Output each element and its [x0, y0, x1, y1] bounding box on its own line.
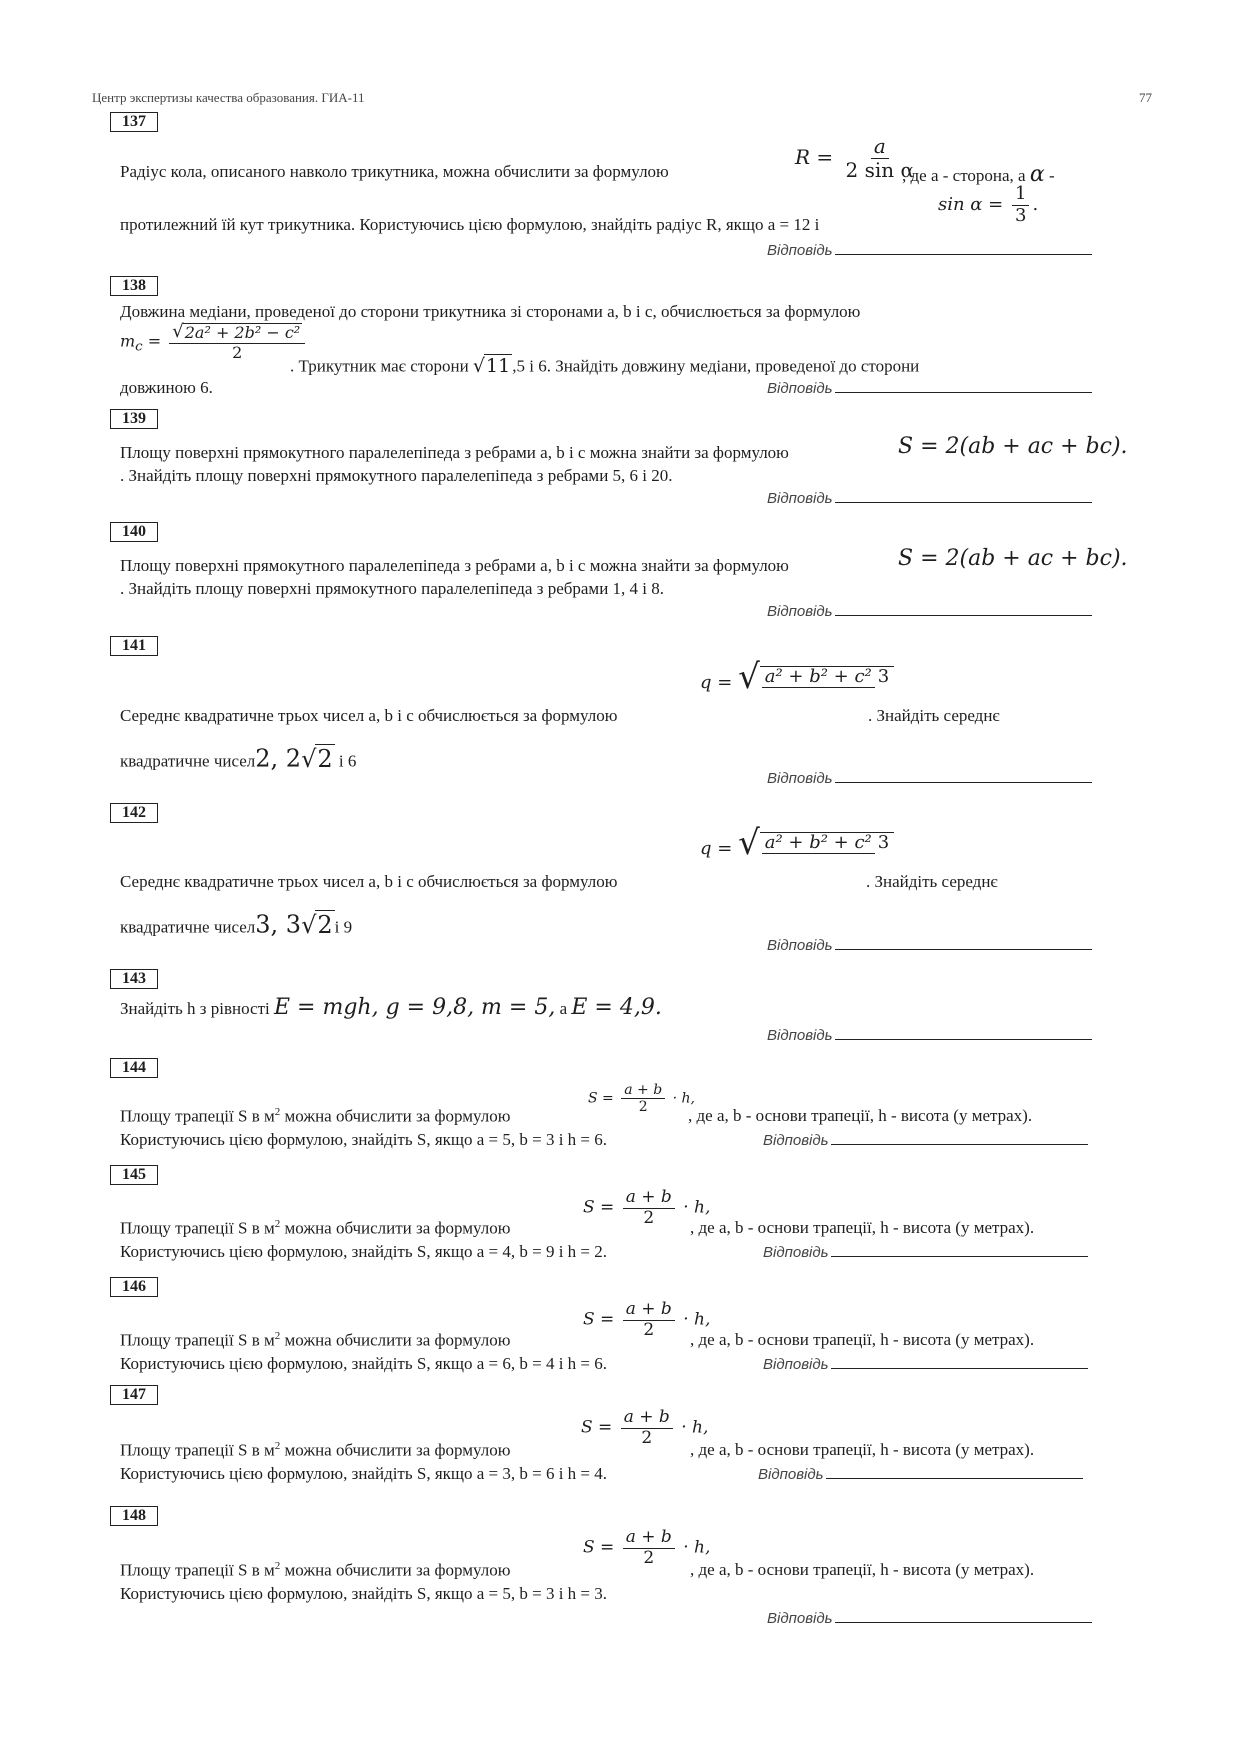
problem-146-text-1: Площу трапеції S в $м^2$ можна обчислити за формулою: [120, 1330, 511, 1350]
answer-field-138[interactable]: Відповідь: [767, 378, 1107, 398]
answer-field-139[interactable]: Відповідь: [767, 488, 1107, 508]
problem-145-text-1: Площу трапеції S в $м^2$ можна обчислити за формулою: [120, 1218, 511, 1238]
problem-146-text-1c: , де a, b - основи трапеції, h - висота (у метрах).: [690, 1330, 1035, 1349]
problem-137-sin-formula: sin α = $\frac{1}{3}$ .: [938, 183, 1039, 226]
problem-147-text-2: Користуючись цією формулою, знайдіть S, якщо a = 3, b = 6 і h = 4.: [120, 1464, 608, 1483]
problem-148-formula: S = $\frac{a + b}{2}$ · h,: [583, 1527, 711, 1568]
problem-143-text: Знайдіть h з рівності E = mgh, g = 9,8, m = 5, а E = 4,9.: [120, 995, 662, 1020]
problem-138-formula: $m_c$ = √ 2a² + 2b² − c² 2: [120, 322, 308, 362]
problem-147-text-1: Площу трапеції S в $м^2$ можна обчислити за формулою: [120, 1440, 511, 1460]
problem-142-text-2: квадратичне чисел3, 3 √ 2 і 9: [120, 910, 353, 939]
problem-number-145: 145: [110, 1165, 158, 1185]
problem-number-147: 147: [110, 1385, 158, 1405]
problem-141-formula: q = √ a² + b² + c² 3: [700, 660, 894, 694]
problem-144-text-2: Користуючись цією формулою, знайдіть S, якщо a = 5, b = 3 і h = 6.: [120, 1130, 608, 1149]
answer-field-146[interactable]: Відповідь: [763, 1354, 1103, 1374]
problem-140-text-1: Площу поверхні прямокутного паралелепіпеда з ребрами a, b і c можна знайти за формулою: [120, 556, 789, 575]
answer-line[interactable]: [835, 768, 1092, 783]
problem-142-text-1: Середнє квадратичне трьох чисел a, b і c обчислюється за формулою: [120, 872, 618, 891]
problem-138-text-2: . Трикутник має сторони √ 11 ,5 і 6. Знайдіть довжину медіани, проведеної до сторони: [290, 354, 920, 377]
problem-number-137: 137: [110, 112, 158, 132]
problem-144-text-1c: , де a, b - основи трапеції, h - висота (у метрах).: [688, 1106, 1033, 1125]
problem-140-text-2: . Знайдіть площу поверхні прямокутного паралелепіпеда з ребрами 1, 4 і 8.: [120, 579, 665, 598]
problem-147-formula: S = $\frac{a + b}{2}$ · h,: [581, 1407, 709, 1448]
answer-line[interactable]: [826, 1464, 1083, 1479]
answer-line[interactable]: [835, 378, 1092, 393]
answer-field-137[interactable]: Відповідь: [767, 240, 1107, 260]
answer-field-147[interactable]: Відповідь: [758, 1464, 1098, 1484]
answer-line[interactable]: [831, 1130, 1088, 1145]
problem-142-formula: q = √ a² + b² + c² 3: [700, 826, 894, 860]
answer-field-143[interactable]: Відповідь: [767, 1025, 1107, 1045]
problem-number-148: 148: [110, 1506, 158, 1526]
problem-145-text-1c: , де a, b - основи трапеції, h - висота (у метрах).: [690, 1218, 1035, 1237]
answer-field-148[interactable]: Відповідь: [767, 1608, 1107, 1628]
problem-number-138: 138: [110, 276, 158, 296]
answer-field-142[interactable]: Відповідь: [767, 935, 1107, 955]
problem-144-formula: S = $\frac{a + b}{2}$ · h,: [588, 1082, 696, 1116]
problem-number-143: 143: [110, 969, 158, 989]
problem-138-text-3: довжиною 6.: [120, 378, 213, 397]
answer-line[interactable]: [831, 1242, 1088, 1257]
problem-number-141: 141: [110, 636, 158, 656]
problem-148-text-2: Користуючись цією формулою, знайдіть S, якщо a = 5, b = 3 і h = 3.: [120, 1584, 608, 1603]
problem-137-formula: R = $\frac{a}{\text{2 sin α}}$: [795, 134, 915, 182]
answer-field-141[interactable]: Відповідь: [767, 768, 1107, 788]
problem-140-formula: S = 2(ab + ac + bc).: [898, 546, 1128, 571]
problem-141-text-1b: . Знайдіть середнє: [868, 706, 1000, 725]
answer-line[interactable]: [835, 935, 1092, 950]
answer-field-140[interactable]: Відповідь: [767, 601, 1107, 621]
problem-number-142: 142: [110, 803, 158, 823]
problem-number-144: 144: [110, 1058, 158, 1078]
problem-142-text-1b: . Знайдіть середнє: [866, 872, 998, 891]
problem-146-text-2: Користуючись цією формулою, знайдіть S, якщо a = 6, b = 4 і h = 6.: [120, 1354, 608, 1373]
problem-144-text-1: Площу трапеції S в $м^2$ можна обчислити за формулою: [120, 1106, 511, 1126]
problem-139-text-1: Площу поверхні прямокутного паралелепіпеда з ребрами a, b і c можна знайти за формулою: [120, 443, 789, 462]
problem-145-formula: S = $\frac{a + b}{2}$ · h,: [583, 1187, 711, 1228]
problem-number-146: 146: [110, 1277, 158, 1297]
answer-line[interactable]: [835, 1608, 1092, 1623]
page-header: [92, 90, 1152, 106]
answer-line[interactable]: [835, 240, 1092, 255]
page-number: 77: [1139, 90, 1152, 105]
header-title: Центр экспертизы качества образования. ГИА-11: [92, 90, 365, 105]
answer-line[interactable]: [835, 1025, 1092, 1040]
problem-137-text-1b: , де a - сторона, а α -: [902, 162, 1055, 187]
problem-138-text-1: Довжина медіани, проведеної до сторони трикутника зі сторонами a, b і c, обчислюється за формулою: [120, 302, 861, 321]
problem-137-text-1: Радіус кола, описаного навколо трикутника, можна обчислити за формулою: [120, 162, 669, 181]
answer-field-145[interactable]: Відповідь: [763, 1242, 1103, 1262]
problem-147-text-1c: , де a, b - основи трапеції, h - висота (у метрах).: [690, 1440, 1035, 1459]
problem-139-text-2: . Знайдіть площу поверхні прямокутного паралелепіпеда з ребрами 5, 6 і 20.: [120, 466, 673, 485]
problem-number-140: 140: [110, 522, 158, 542]
answer-line[interactable]: [835, 601, 1092, 616]
answer-line[interactable]: [831, 1354, 1088, 1369]
problem-139-formula: S = 2(ab + ac + bc).: [898, 434, 1128, 459]
problem-146-formula: S = $\frac{a + b}{2}$ · h,: [583, 1299, 711, 1340]
problem-137-text-2: протилежний їй кут трикутника. Користуючись цією формулою, знайдіть радіус R, якщо a = 12 і: [120, 215, 820, 234]
problem-number-139: 139: [110, 409, 158, 429]
problem-141-text-1: Середнє квадратичне трьох чисел a, b і c обчислюється за формулою: [120, 706, 618, 725]
problem-145-text-2: Користуючись цією формулою, знайдіть S, якщо a = 4, b = 9 і h = 2.: [120, 1242, 608, 1261]
answer-line[interactable]: [835, 488, 1092, 503]
problem-141-text-2: квадратичне чисел2, 2 √ 2 і 6: [120, 744, 357, 773]
problem-148-text-1: Площу трапеції S в $м^2$ можна обчислити за формулою: [120, 1560, 511, 1580]
answer-field-144[interactable]: Відповідь: [763, 1130, 1103, 1150]
problem-148-text-1c: , де a, b - основи трапеції, h - висота (у метрах).: [690, 1560, 1035, 1579]
